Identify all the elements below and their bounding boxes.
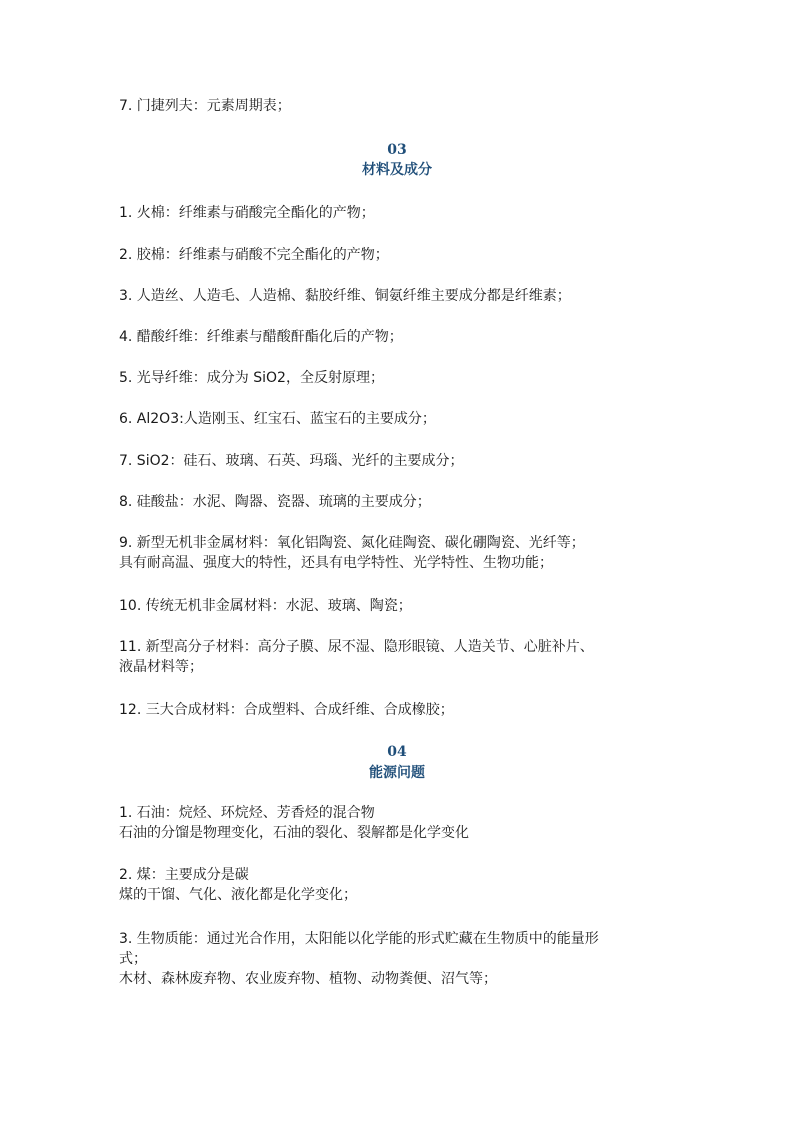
paragraph-text: 石油的分馏是物理变化，石油的裂化、裂解都是化学变化 bbox=[119, 825, 469, 841]
paragraph-text: 11. 新型高分子材料：高分子膜、尿不湿、隐形眼镜、人造关节、心脏补片、 bbox=[119, 639, 594, 655]
list-item bbox=[119, 637, 689, 677]
list-item bbox=[119, 286, 689, 306]
paragraph-text: 3. 人造丝、人造毛、人造棉、黏胶纤维、铜氨纤维主要成分都是纤维素； bbox=[119, 288, 571, 304]
list-item bbox=[119, 803, 689, 843]
list-item bbox=[119, 700, 689, 720]
paragraph-text: 1. 石油：烷烃、环烷烃、芳香烃的混合物 bbox=[119, 805, 375, 821]
paragraph-text: 6. Al2O3:人造刚玉、红宝石、蓝宝石的主要成分； bbox=[119, 411, 436, 427]
list-item bbox=[119, 451, 689, 471]
list-item bbox=[119, 533, 689, 573]
paragraph-text: 式； bbox=[119, 951, 147, 967]
list-item bbox=[119, 865, 689, 905]
paragraph-text: 3. 生物质能：通过光合作用，太阳能以化学能的形式贮藏在生物质中的能量形 bbox=[119, 931, 599, 947]
list-item bbox=[119, 409, 689, 429]
paragraph-text: 煤的干馏、气化、液化都是化学变化； bbox=[119, 887, 357, 903]
paragraph-text: 12. 三大合成材料：合成塑料、合成纤维、合成橡胶； bbox=[119, 702, 454, 718]
paragraph-text: 1. 火棉：纤维素与硝酸完全酯化的产物； bbox=[119, 205, 375, 221]
paragraph-text: 10. 传统无机非金属材料：水泥、玻璃、陶瓷； bbox=[119, 598, 412, 614]
section-number: 03 bbox=[387, 142, 407, 158]
section-title: 材料及成分 bbox=[362, 162, 432, 178]
paragraph-text: 4. 醋酸纤维：纤维素与醋酸酐酯化后的产物； bbox=[119, 329, 403, 345]
list-item bbox=[119, 929, 689, 989]
paragraph-text: 7. 门捷列夫：元素周期表； bbox=[119, 98, 291, 114]
list-item bbox=[119, 327, 689, 347]
paragraph-text: 具有耐高温、强度大的特性，还具有电学特性、光学特性、生物功能； bbox=[119, 555, 553, 571]
list-item bbox=[119, 368, 689, 388]
paragraph-text: 2. 煤：主要成分是碳 bbox=[119, 867, 249, 883]
paragraph-text: 木材、森林废弃物、农业废弃物、植物、动物粪便、沼气等； bbox=[119, 971, 497, 987]
list-item bbox=[119, 245, 689, 265]
paragraph-text: 8. 硅酸盐：水泥、陶器、瓷器、琉璃的主要成分； bbox=[119, 494, 431, 510]
list-item bbox=[119, 596, 689, 616]
section-number: 04 bbox=[387, 744, 407, 760]
paragraph-text: 液晶材料等； bbox=[119, 659, 203, 675]
paragraph-text: 2. 胶棉：纤维素与硝酸不完全酯化的产物； bbox=[119, 247, 389, 263]
list-item bbox=[119, 96, 689, 116]
section-title: 能源问题 bbox=[369, 765, 425, 781]
paragraph-text: 9. 新型无机非金属材料：氧化铝陶瓷、氮化硅陶瓷、碳化硼陶瓷、光纤等； bbox=[119, 535, 585, 551]
paragraph-text: 5. 光导纤维：成分为 SiO2，全反射原理； bbox=[119, 370, 384, 386]
list-item bbox=[119, 492, 689, 512]
list-item bbox=[119, 203, 689, 223]
paragraph-text: 7. SiO2：硅石、玻璃、石英、玛瑙、光纤的主要成分； bbox=[119, 453, 464, 469]
